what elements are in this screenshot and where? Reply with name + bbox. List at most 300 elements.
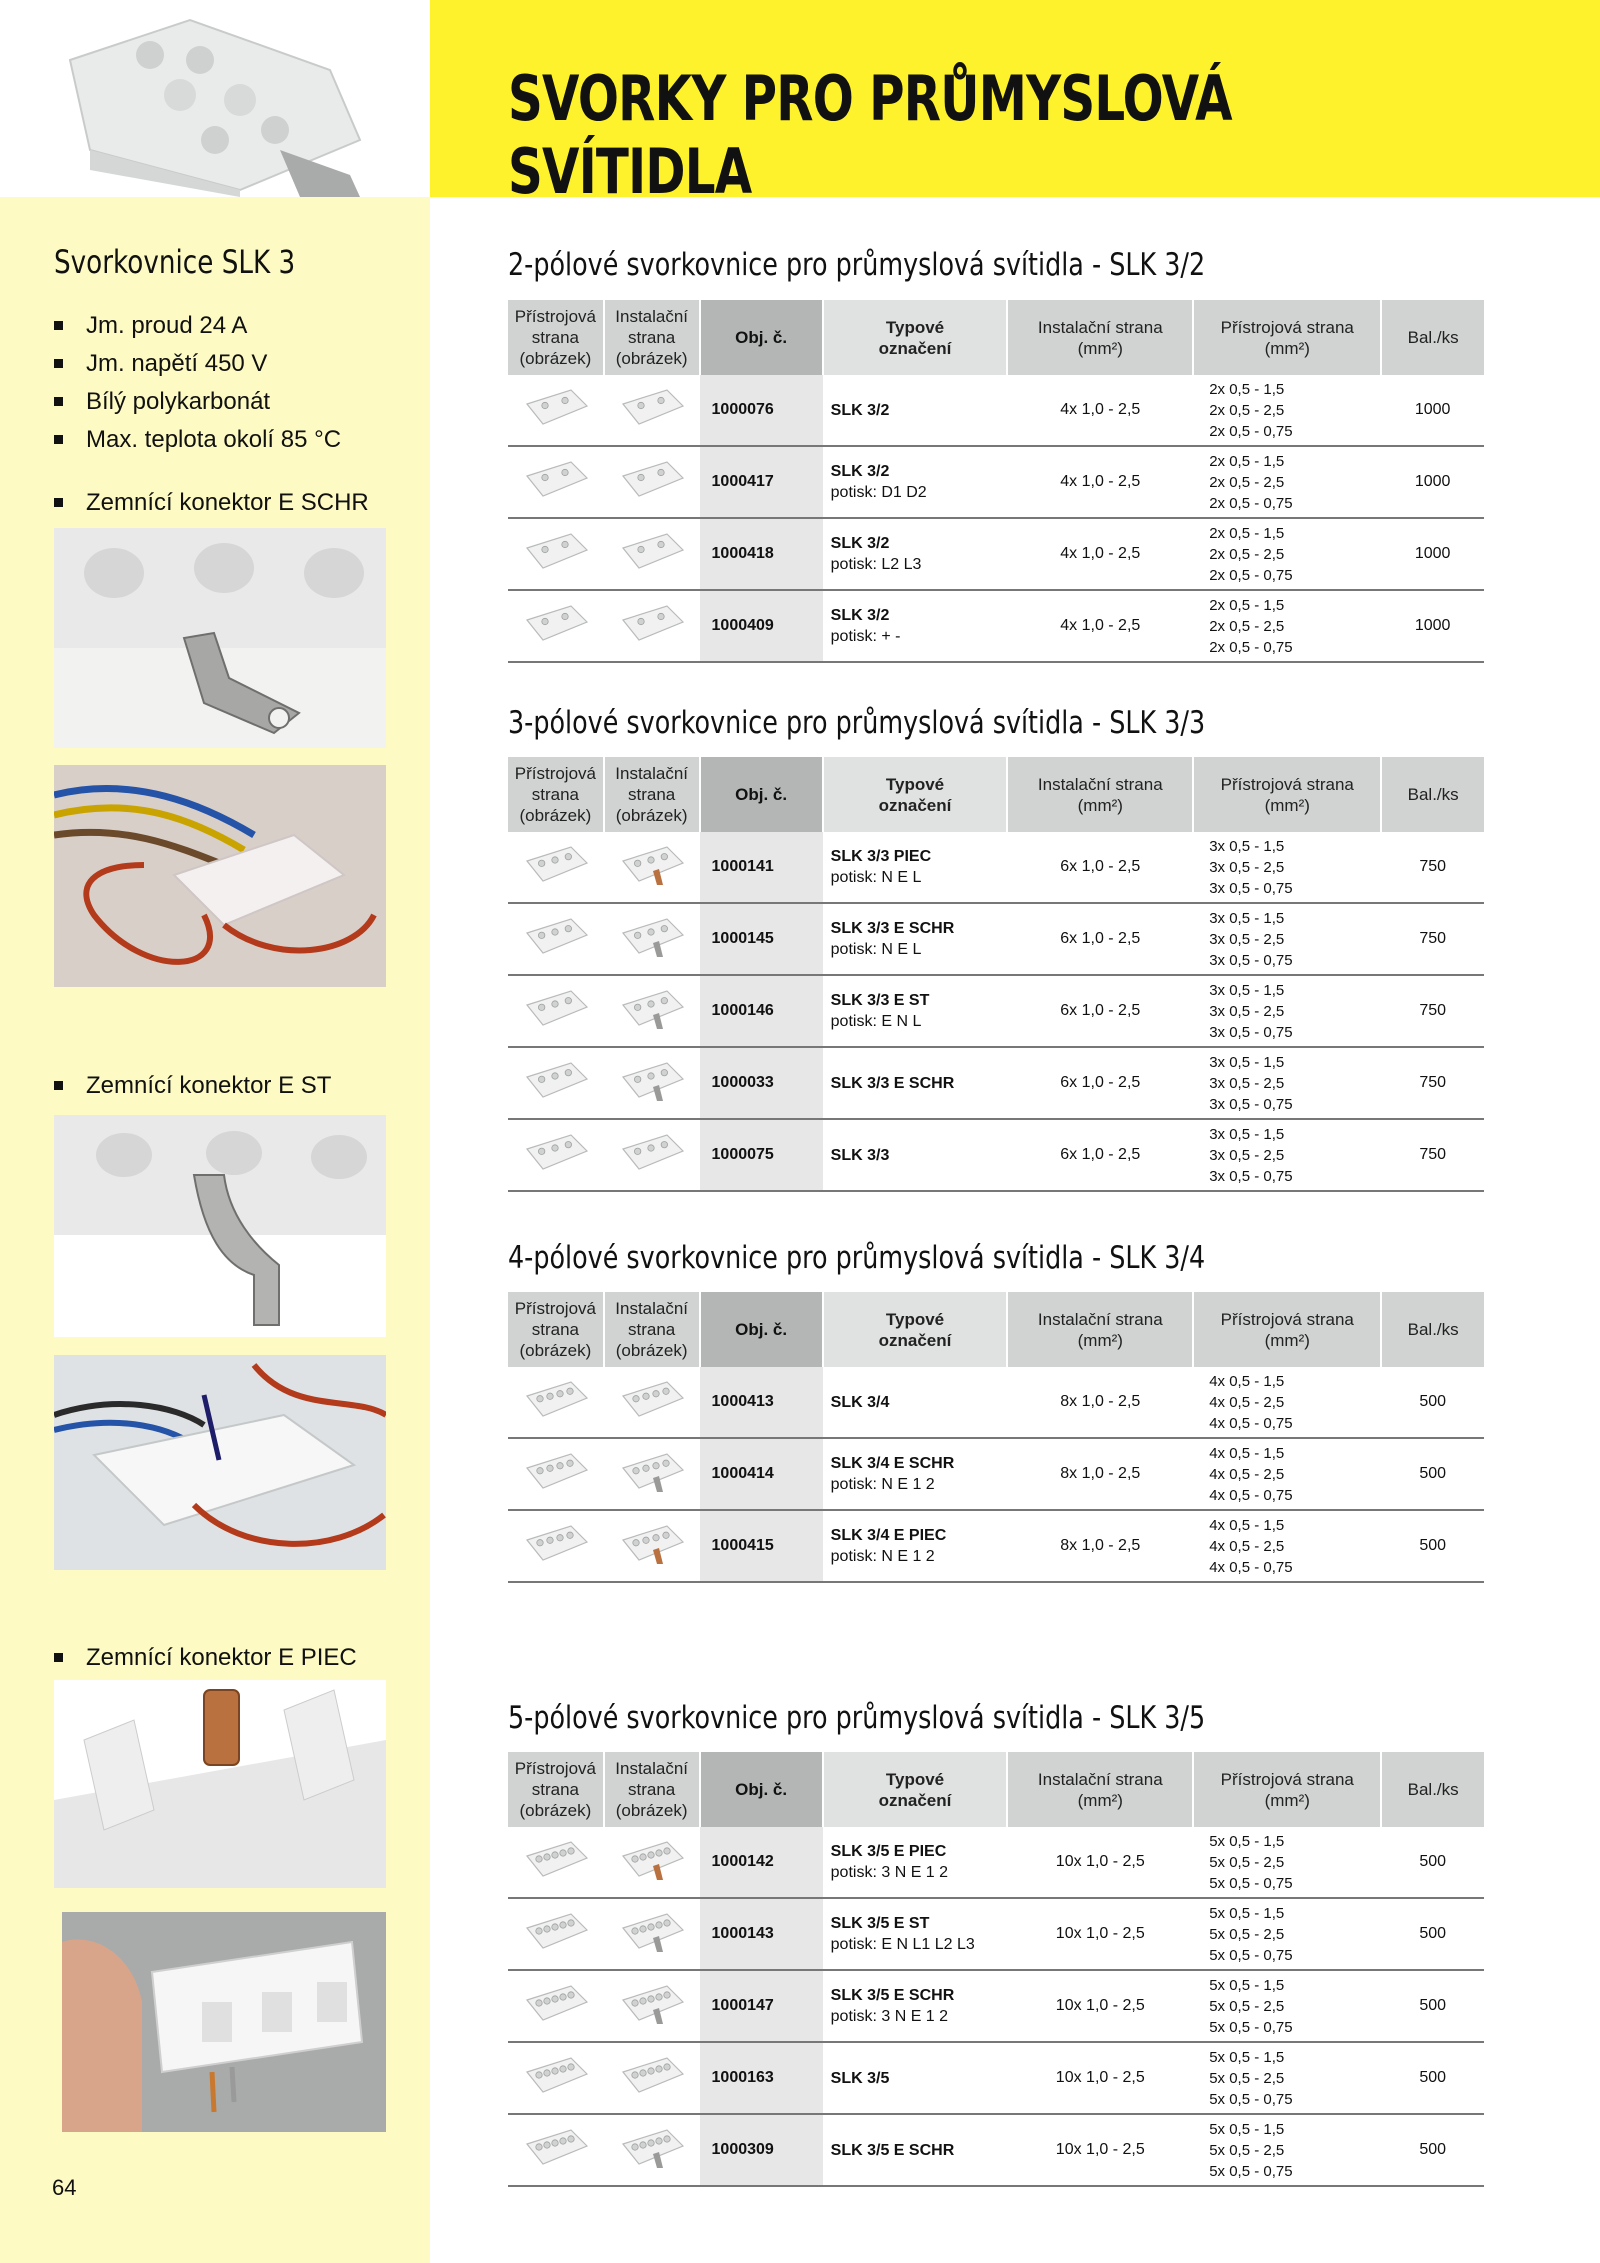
install-side-cross-section: 8x 1,0 - 2,5 xyxy=(1007,1438,1193,1510)
header-instalacni-mm-line: (mm²) xyxy=(1077,338,1123,358)
header-pristrojova-image-line: (obrázek) xyxy=(519,349,592,368)
install-side-image xyxy=(604,903,700,975)
cross-section-value: 2x 0,5 - 0,75 xyxy=(1209,566,1293,584)
cross-section-value: 3x 0,5 - 2,5 xyxy=(1209,1002,1285,1020)
terminal-block-thumbnail xyxy=(617,1836,687,1884)
header-type-line: Typové xyxy=(885,317,945,337)
cross-section-value: 5x 0,5 - 0,75 xyxy=(1209,2090,1293,2108)
device-side-image xyxy=(508,1970,604,2042)
device-side-cross-section xyxy=(1193,1438,1381,1510)
type-designation xyxy=(823,1970,1008,2042)
header-pristrojova-mm-line: Přístrojová strana xyxy=(1220,317,1354,337)
terminal-block-thumbnail xyxy=(617,528,687,576)
print-marking: potisk: L2 L3 xyxy=(830,556,922,573)
install-side-cross-section: 10x 1,0 - 2,5 xyxy=(1007,2114,1193,2186)
cross-section-value: 4x 0,5 - 1,5 xyxy=(1209,1516,1285,1534)
type-name: SLK 3/4 E PIEC xyxy=(830,1527,947,1544)
cross-section-value: 5x 0,5 - 2,5 xyxy=(1209,1997,1285,2015)
table-row xyxy=(508,1510,1484,1582)
print-marking: potisk: D1 D2 xyxy=(830,484,927,501)
package-quantity: 1000 xyxy=(1381,590,1484,662)
photo-hand-holding-terminal xyxy=(62,1912,386,2132)
cross-section-value: 5x 0,5 - 1,5 xyxy=(1209,1832,1285,1850)
install-side-image xyxy=(604,2114,700,2186)
cross-section-value: 5x 0,5 - 0,75 xyxy=(1209,2162,1293,2180)
device-side-image xyxy=(508,903,604,975)
header-pristrojova-mm xyxy=(1193,1752,1381,1827)
terminal-block-thumbnail xyxy=(617,913,687,961)
device-side-image xyxy=(508,518,604,590)
install-side-image xyxy=(604,1510,700,1582)
spec-item: Bílý polykarbonát xyxy=(54,384,341,422)
header-type-line: označení xyxy=(878,338,952,358)
cross-section-value: 3x 0,5 - 1,5 xyxy=(1209,909,1285,927)
header-instalacni-mm-line: (mm²) xyxy=(1077,1330,1123,1350)
device-side-image xyxy=(508,2114,604,2186)
type-name: SLK 3/5 xyxy=(830,2069,890,2087)
terminal-block-thumbnail xyxy=(521,1520,591,1568)
header-instalacni-mm-line: (mm²) xyxy=(1077,1790,1123,1810)
product-table-slk33 xyxy=(508,757,1484,1192)
order-number: 1000409 xyxy=(700,590,823,662)
header-obj-number xyxy=(700,1752,823,1827)
type-designation xyxy=(823,518,1008,590)
table-header-row xyxy=(508,1292,1484,1367)
header-pristrojova-image-line: (obrázek) xyxy=(519,806,592,825)
header-instalacni-mm xyxy=(1007,300,1193,375)
table-row xyxy=(508,832,1484,903)
device-side-cross-section xyxy=(1193,518,1381,590)
terminal-block-thumbnail xyxy=(521,1129,591,1177)
install-side-image xyxy=(604,2042,700,2114)
type-name: SLK 3/2 xyxy=(830,401,890,419)
install-side-image xyxy=(604,1438,700,1510)
device-side-image xyxy=(508,1827,604,1898)
terminal-block-thumbnail xyxy=(521,1376,591,1424)
product-table-slk32 xyxy=(508,300,1484,663)
type-name: SLK 3/5 E SCHR xyxy=(830,2141,955,2159)
label-e-piec: Zemnící konektor E PIEC xyxy=(54,1640,357,1676)
label-e-schr: Zemnící konektor E SCHR xyxy=(54,485,369,521)
table-row xyxy=(508,2114,1484,2186)
header-obj-number xyxy=(700,757,823,832)
device-side-image xyxy=(508,832,604,903)
device-side-image xyxy=(508,1119,604,1191)
install-side-image xyxy=(604,446,700,518)
terminal-block-thumbnail xyxy=(617,456,687,504)
install-side-cross-section: 8x 1,0 - 2,5 xyxy=(1007,1367,1193,1438)
header-instalacni-image-line: (obrázek) xyxy=(615,806,688,825)
print-marking: potisk: + - xyxy=(830,628,901,645)
device-side-cross-section xyxy=(1193,1970,1381,2042)
order-number: 1000143 xyxy=(700,1898,823,1970)
terminal-block-thumbnail xyxy=(617,1129,687,1177)
table-header-row xyxy=(508,1752,1484,1827)
device-side-cross-section xyxy=(1193,2114,1381,2186)
table-row xyxy=(508,1898,1484,1970)
cross-section-value: 5x 0,5 - 2,5 xyxy=(1209,2069,1285,2087)
terminal-block-thumbnail xyxy=(617,1057,687,1105)
type-designation xyxy=(823,832,1008,903)
header-package-line: Bal./ks xyxy=(1407,1780,1459,1799)
print-marking: potisk: 3 N E 1 2 xyxy=(830,2008,949,2025)
device-side-cross-section xyxy=(1193,590,1381,662)
header-instalacni-image xyxy=(604,1292,700,1367)
package-quantity: 500 xyxy=(1381,1510,1484,1582)
print-marking: potisk: 3 N E 1 2 xyxy=(830,1864,949,1881)
header-instalacni-image-line: Instalační xyxy=(615,764,689,783)
order-number: 1000076 xyxy=(700,375,823,446)
install-side-cross-section: 4x 1,0 - 2,5 xyxy=(1007,446,1193,518)
header-pristrojova-image-line: (obrázek) xyxy=(519,1801,592,1820)
order-number: 1000145 xyxy=(700,903,823,975)
device-side-image xyxy=(508,590,604,662)
cross-section-value: 2x 0,5 - 2,5 xyxy=(1209,617,1285,635)
table-row xyxy=(508,2042,1484,2114)
cross-section-value: 4x 0,5 - 1,5 xyxy=(1209,1372,1285,1390)
device-side-cross-section xyxy=(1193,1119,1381,1191)
device-side-image xyxy=(508,446,604,518)
type-designation xyxy=(823,1510,1008,1582)
table-row xyxy=(508,375,1484,446)
package-quantity: 500 xyxy=(1381,1367,1484,1438)
cross-section-value: 5x 0,5 - 2,5 xyxy=(1209,1925,1285,1943)
spec-item: Jm. proud 24 A xyxy=(54,308,341,346)
order-number: 1000141 xyxy=(700,832,823,903)
cross-section-value: 2x 0,5 - 0,75 xyxy=(1209,422,1293,440)
table-header-row xyxy=(508,300,1484,375)
header-pristrojova-mm xyxy=(1193,300,1381,375)
header-instalacni-image-line: (obrázek) xyxy=(615,1801,688,1820)
photo-e-st-connector xyxy=(54,1115,386,1337)
terminal-block-thumbnail xyxy=(521,1448,591,1496)
table-row xyxy=(508,903,1484,975)
package-quantity: 750 xyxy=(1381,1119,1484,1191)
header-pristrojova-mm-line: (mm²) xyxy=(1264,795,1310,815)
install-side-image xyxy=(604,1367,700,1438)
terminal-block-thumbnail xyxy=(617,1376,687,1424)
header-instalacni-image xyxy=(604,757,700,832)
cross-section-value: 5x 0,5 - 1,5 xyxy=(1209,2120,1285,2138)
type-name: SLK 3/3 E ST xyxy=(830,992,930,1009)
cross-section-value: 5x 0,5 - 1,5 xyxy=(1209,1976,1285,1994)
type-designation xyxy=(823,375,1008,446)
type-name: SLK 3/3 E SCHR xyxy=(830,1074,955,1092)
type-designation xyxy=(823,975,1008,1047)
terminal-block-thumbnail xyxy=(521,1836,591,1884)
order-number: 1000033 xyxy=(700,1047,823,1119)
header-package-line: Bal./ks xyxy=(1407,328,1459,347)
device-side-image xyxy=(508,1898,604,1970)
header-obj-number-line: Obj. č. xyxy=(735,1780,788,1799)
print-marking: potisk: E N L1 L2 L3 xyxy=(830,1936,975,1953)
section-title-slk32: 2-pólové svorkovnice pro průmyslová svítidla - SLK 3/2 xyxy=(508,247,1206,283)
type-designation xyxy=(823,1438,1008,1510)
install-side-image xyxy=(604,1119,700,1191)
header-instalacni-mm-line: Instalační strana xyxy=(1037,774,1163,794)
type-name: SLK 3/4 xyxy=(830,1393,890,1411)
cross-section-value: 4x 0,5 - 2,5 xyxy=(1209,1537,1285,1555)
terminal-block-thumbnail xyxy=(521,600,591,648)
order-number: 1000417 xyxy=(700,446,823,518)
photo-terminal-in-fixture xyxy=(54,1355,386,1570)
terminal-block-thumbnail xyxy=(617,1908,687,1956)
cross-section-value: 2x 0,5 - 2,5 xyxy=(1209,401,1285,419)
install-side-cross-section: 4x 1,0 - 2,5 xyxy=(1007,375,1193,446)
cross-section-value: 3x 0,5 - 2,5 xyxy=(1209,858,1285,876)
install-side-image xyxy=(604,375,700,446)
header-type-line: označení xyxy=(878,1790,952,1810)
package-quantity: 500 xyxy=(1381,1438,1484,1510)
cross-section-value: 5x 0,5 - 0,75 xyxy=(1209,1874,1293,1892)
terminal-block-thumbnail xyxy=(617,1520,687,1568)
cross-section-value: 4x 0,5 - 1,5 xyxy=(1209,1444,1285,1462)
package-quantity: 750 xyxy=(1381,903,1484,975)
header-instalacni-image-line: strana xyxy=(628,785,676,804)
terminal-block-thumbnail xyxy=(617,2052,687,2100)
header-instalacni-mm xyxy=(1007,757,1193,832)
cross-section-value: 3x 0,5 - 1,5 xyxy=(1209,981,1285,999)
header-pristrojova-mm xyxy=(1193,1292,1381,1367)
type-name: SLK 3/2 xyxy=(830,463,890,480)
product-table-slk35 xyxy=(508,1752,1484,2187)
header-instalacni-mm xyxy=(1007,1292,1193,1367)
header-pristrojova-image-line: Přístrojová xyxy=(514,1759,596,1778)
order-number: 1000418 xyxy=(700,518,823,590)
cross-section-value: 2x 0,5 - 2,5 xyxy=(1209,545,1285,563)
type-name: SLK 3/5 E PIEC xyxy=(830,1843,947,1860)
terminal-block-thumbnail xyxy=(617,384,687,432)
install-side-cross-section: 10x 1,0 - 2,5 xyxy=(1007,2042,1193,2114)
device-side-cross-section xyxy=(1193,832,1381,903)
order-number: 1000309 xyxy=(700,2114,823,2186)
type-name: SLK 3/5 E ST xyxy=(830,1915,930,1932)
cross-section-value: 3x 0,5 - 2,5 xyxy=(1209,1074,1285,1092)
table-row xyxy=(508,1047,1484,1119)
terminal-block-thumbnail xyxy=(617,600,687,648)
cross-section-value: 2x 0,5 - 1,5 xyxy=(1209,452,1285,470)
order-number: 1000163 xyxy=(700,2042,823,2114)
device-side-cross-section xyxy=(1193,375,1381,446)
header-pristrojova-image-line: Přístrojová xyxy=(514,1299,596,1318)
device-side-image xyxy=(508,975,604,1047)
photo-wired-terminal xyxy=(54,765,386,987)
package-quantity: 1000 xyxy=(1381,518,1484,590)
header-type xyxy=(823,757,1008,832)
cross-section-value: 2x 0,5 - 0,75 xyxy=(1209,494,1293,512)
product-table-slk34 xyxy=(508,1292,1484,1583)
device-side-cross-section xyxy=(1193,1367,1381,1438)
header-pristrojova-image xyxy=(508,1292,604,1367)
photo-e-piec-connector xyxy=(54,1680,386,1888)
terminal-block-thumbnail xyxy=(521,2052,591,2100)
install-side-image xyxy=(604,975,700,1047)
type-name: SLK 3/3 E SCHR xyxy=(830,920,955,937)
terminal-block-thumbnail xyxy=(617,1448,687,1496)
package-quantity: 500 xyxy=(1381,1827,1484,1898)
install-side-cross-section: 6x 1,0 - 2,5 xyxy=(1007,1119,1193,1191)
header-pristrojova-mm-line: (mm²) xyxy=(1264,338,1310,358)
table-row xyxy=(508,975,1484,1047)
install-side-cross-section: 10x 1,0 - 2,5 xyxy=(1007,1898,1193,1970)
page-number: 64 xyxy=(52,2175,77,2200)
header-type-line: označení xyxy=(878,1330,952,1350)
order-number: 1000147 xyxy=(700,1970,823,2042)
terminal-block-thumbnail xyxy=(521,985,591,1033)
header-instalacni-image-line: strana xyxy=(628,328,676,347)
install-side-image xyxy=(604,1970,700,2042)
terminal-block-thumbnail xyxy=(617,985,687,1033)
type-name: SLK 3/3 xyxy=(830,1146,890,1164)
cross-section-value: 2x 0,5 - 1,5 xyxy=(1209,596,1285,614)
cross-section-value: 5x 0,5 - 2,5 xyxy=(1209,1853,1285,1871)
cross-section-value: 3x 0,5 - 2,5 xyxy=(1209,930,1285,948)
terminal-block-thumbnail xyxy=(521,384,591,432)
device-side-cross-section xyxy=(1193,975,1381,1047)
cross-section-value: 5x 0,5 - 2,5 xyxy=(1209,2141,1285,2159)
header-pristrojova-image xyxy=(508,1752,604,1827)
cross-section-value: 3x 0,5 - 0,75 xyxy=(1209,1023,1293,1041)
header-package xyxy=(1381,1292,1484,1367)
device-side-cross-section xyxy=(1193,1898,1381,1970)
section-title-slk34: 4-pólové svorkovnice pro průmyslová svítidla - SLK 3/4 xyxy=(508,1240,1206,1276)
table-row xyxy=(508,518,1484,590)
header-pristrojova-image-line: strana xyxy=(531,1780,579,1799)
type-designation xyxy=(823,1047,1008,1119)
header-instalacni-image-line: strana xyxy=(628,1320,676,1339)
spec-list xyxy=(54,308,341,460)
package-quantity: 500 xyxy=(1381,1898,1484,1970)
cross-section-value: 5x 0,5 - 1,5 xyxy=(1209,1904,1285,1922)
device-side-cross-section xyxy=(1193,1510,1381,1582)
type-designation xyxy=(823,1119,1008,1191)
header-package xyxy=(1381,1752,1484,1827)
section-title-slk35: 5-pólové svorkovnice pro průmyslová svítidla - SLK 3/5 xyxy=(508,1700,1206,1736)
header-pristrojova-image-line: strana xyxy=(531,1320,579,1339)
terminal-block-thumbnail xyxy=(521,841,591,889)
header-pristrojova-mm-line: Přístrojová strana xyxy=(1220,1769,1354,1789)
print-marking: potisk: E N L xyxy=(830,1013,922,1030)
header-instalacni-mm-line: (mm²) xyxy=(1077,795,1123,815)
table-row xyxy=(508,1119,1484,1191)
terminal-block-thumbnail xyxy=(521,2124,591,2172)
cross-section-value: 3x 0,5 - 2,5 xyxy=(1209,1146,1285,1164)
terminal-block-thumbnail xyxy=(617,841,687,889)
cross-section-value: 4x 0,5 - 0,75 xyxy=(1209,1414,1293,1432)
header-type-line: Typové xyxy=(885,1769,945,1789)
spec-item: Jm. napětí 450 V xyxy=(54,346,341,384)
cross-section-value: 4x 0,5 - 0,75 xyxy=(1209,1486,1293,1504)
header-obj-number-line: Obj. č. xyxy=(735,785,788,804)
terminal-block-thumbnail xyxy=(617,2124,687,2172)
terminal-block-thumbnail xyxy=(521,456,591,504)
header-obj-number-line: Obj. č. xyxy=(735,1320,788,1339)
section-title-slk33: 3-pólové svorkovnice pro průmyslová svítidla - SLK 3/3 xyxy=(508,705,1206,741)
header-instalacni-image xyxy=(604,1752,700,1827)
cross-section-value: 3x 0,5 - 1,5 xyxy=(1209,1053,1285,1071)
header-instalacni-image-line: Instalační xyxy=(615,307,689,326)
cross-section-value: 3x 0,5 - 1,5 xyxy=(1209,1125,1285,1143)
install-side-image xyxy=(604,518,700,590)
cross-section-value: 2x 0,5 - 0,75 xyxy=(1209,638,1293,656)
package-quantity: 1000 xyxy=(1381,446,1484,518)
header-pristrojova-mm-line: (mm²) xyxy=(1264,1330,1310,1350)
device-side-image xyxy=(508,1438,604,1510)
header-pristrojova-image-line: (obrázek) xyxy=(519,1341,592,1360)
terminal-block-thumbnail xyxy=(617,1980,687,2028)
table-row xyxy=(508,1367,1484,1438)
header-instalacni-mm-line: Instalační strana xyxy=(1037,1309,1163,1329)
header-type xyxy=(823,1292,1008,1367)
print-marking: potisk: N E 1 2 xyxy=(830,1548,935,1565)
package-quantity: 500 xyxy=(1381,2042,1484,2114)
package-quantity: 750 xyxy=(1381,975,1484,1047)
device-side-cross-section xyxy=(1193,446,1381,518)
install-side-cross-section: 4x 1,0 - 2,5 xyxy=(1007,518,1193,590)
header-type-line: označení xyxy=(878,795,952,815)
package-quantity: 1000 xyxy=(1381,375,1484,446)
type-name: SLK 3/5 E SCHR xyxy=(830,1987,955,2004)
type-name: SLK 3/2 xyxy=(830,607,890,624)
device-side-image xyxy=(508,2042,604,2114)
install-side-image xyxy=(604,1898,700,1970)
label-e-st: Zemnící konektor E ST xyxy=(54,1068,331,1104)
cross-section-value: 3x 0,5 - 0,75 xyxy=(1209,879,1293,897)
terminal-block-thumbnail xyxy=(521,1980,591,2028)
order-number: 1000415 xyxy=(700,1510,823,1582)
install-side-image xyxy=(604,1047,700,1119)
device-side-image xyxy=(508,1367,604,1438)
header-instalacni-image-line: (obrázek) xyxy=(615,349,688,368)
sidebar-title: Svorkovnice SLK 3 xyxy=(54,243,296,281)
print-marking: potisk: N E 1 2 xyxy=(830,1476,935,1493)
install-side-cross-section: 6x 1,0 - 2,5 xyxy=(1007,832,1193,903)
install-side-image xyxy=(604,1827,700,1898)
install-side-cross-section: 10x 1,0 - 2,5 xyxy=(1007,1970,1193,2042)
device-side-image xyxy=(508,1047,604,1119)
header-pristrojova-image-line: Přístrojová xyxy=(514,307,596,326)
cross-section-value: 4x 0,5 - 2,5 xyxy=(1209,1465,1285,1483)
order-number: 1000413 xyxy=(700,1367,823,1438)
device-side-image xyxy=(508,1510,604,1582)
cross-section-value: 2x 0,5 - 1,5 xyxy=(1209,380,1285,398)
install-side-cross-section: 6x 1,0 - 2,5 xyxy=(1007,1047,1193,1119)
type-name: SLK 3/3 PIEC xyxy=(830,848,932,865)
type-name: SLK 3/2 xyxy=(830,535,890,552)
type-designation xyxy=(823,1898,1008,1970)
terminal-block-thumbnail xyxy=(521,1057,591,1105)
type-designation xyxy=(823,590,1008,662)
cross-section-value: 5x 0,5 - 1,5 xyxy=(1209,2048,1285,2066)
header-pristrojova-mm-line: Přístrojová strana xyxy=(1220,774,1354,794)
package-quantity: 500 xyxy=(1381,2114,1484,2186)
header-obj-number xyxy=(700,300,823,375)
cross-section-value: 4x 0,5 - 0,75 xyxy=(1209,1558,1293,1576)
header-package-line: Bal./ks xyxy=(1407,1320,1459,1339)
package-quantity: 750 xyxy=(1381,1047,1484,1119)
print-marking: potisk: N E L xyxy=(830,941,922,958)
device-side-cross-section xyxy=(1193,2042,1381,2114)
header-type xyxy=(823,300,1008,375)
order-number: 1000414 xyxy=(700,1438,823,1510)
table-row xyxy=(508,1970,1484,2042)
page-title: SVORKY PRO PRŮMYSLOVÁ SVÍTIDLA xyxy=(508,62,1232,208)
type-designation xyxy=(823,446,1008,518)
header-instalacni-image xyxy=(604,300,700,375)
print-marking: potisk: N E L xyxy=(830,869,922,886)
type-name: SLK 3/4 E SCHR xyxy=(830,1455,955,1472)
install-side-cross-section: 4x 1,0 - 2,5 xyxy=(1007,590,1193,662)
